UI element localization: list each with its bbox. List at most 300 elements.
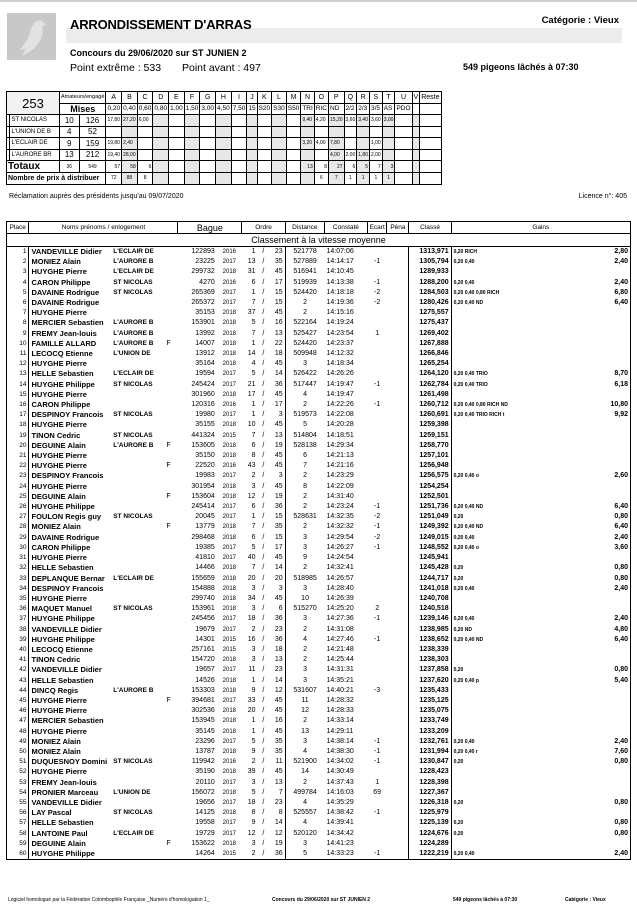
- cell-name: DEPLANQUE Bernar: [31, 573, 105, 583]
- cell-name: HUYGHE Pierre: [31, 420, 87, 430]
- cell-year: 2018: [222, 391, 237, 398]
- cell-place: 45: [7, 696, 29, 706]
- cell-bague: 153303: [191, 686, 215, 694]
- cell-classe: 1228,398: [409, 778, 451, 788]
- cell-o2: 45: [269, 359, 285, 369]
- club-row: [7, 149, 442, 161]
- section-title: Classement à la vitesse moyenne: [7, 234, 631, 247]
- cell-classe: 1228,423: [409, 767, 451, 777]
- cell-club: [111, 594, 164, 604]
- cell-ecart: -1: [374, 503, 381, 511]
- cell-bague: 245456: [191, 615, 215, 623]
- club-stake-value: [286, 149, 301, 161]
- club-stake-value: [137, 138, 153, 150]
- club-stake-value: 3,00: [382, 115, 395, 127]
- stake-value: TRI: [301, 103, 314, 115]
- cell-f: [164, 308, 177, 318]
- cell-club: ST NICOLAS: [113, 411, 153, 419]
- cell-sl: /: [262, 452, 265, 460]
- cell-place: 16: [7, 400, 29, 410]
- cell-year: 2018: [222, 361, 237, 368]
- cell-distance: 6: [303, 452, 308, 460]
- cell-ecart: -2: [374, 288, 381, 296]
- table-row: [7, 788, 631, 798]
- cell-bague: 122893: [191, 248, 215, 255]
- cell-o2: 11: [269, 757, 285, 767]
- club-stake-value: 2,00: [369, 149, 382, 161]
- mises-label: Mises: [60, 103, 106, 115]
- cell-sl: /: [262, 686, 265, 694]
- cell-bague: 298468: [191, 533, 215, 541]
- cell-ecart: -1: [374, 635, 381, 643]
- totaux-value: 8: [314, 161, 328, 173]
- cell-place: 36: [7, 604, 29, 614]
- table-row: [7, 757, 631, 767]
- stake-value: ND: [329, 103, 345, 115]
- cell-f: [164, 574, 177, 584]
- club-amateurs: 4: [60, 126, 80, 138]
- cell-gains_list: [451, 686, 597, 696]
- cell-name: HELLE Sebastien: [31, 675, 94, 685]
- cell-o2: 7: [269, 788, 285, 798]
- cell-name: DUQUESNOY Domini: [31, 757, 108, 767]
- cell-year: 2018: [222, 718, 237, 725]
- nombre-prix-value: [301, 173, 314, 185]
- cell-place: 5: [7, 288, 29, 298]
- cell-pe: [387, 298, 409, 308]
- totaux-value: 58: [122, 161, 138, 173]
- cell-gains: 7,60: [597, 747, 631, 757]
- cell-classe: 1233,749: [409, 716, 451, 726]
- club-stake-value: [314, 149, 328, 161]
- cell-constate: 14:29:54: [326, 533, 354, 541]
- cell-gains_list: [451, 451, 597, 461]
- cell-distance: 526422: [293, 370, 317, 378]
- cell-pe: [387, 818, 409, 828]
- cell-o2: 45: [269, 308, 285, 318]
- cell-name: MONIEZ Alain: [31, 522, 81, 532]
- table-row: [7, 798, 631, 808]
- cell-pe: [387, 747, 409, 757]
- cell-distance: 528631: [293, 513, 317, 521]
- cell-sl: /: [262, 390, 265, 398]
- cell-o1: 1: [251, 727, 256, 735]
- cell-year: 2017: [222, 514, 237, 521]
- cell-f: [164, 563, 177, 573]
- club-stake-value: [344, 126, 357, 138]
- cell-pe: [387, 533, 409, 543]
- club-stake-value: [153, 126, 169, 138]
- table-row: [7, 390, 631, 400]
- category-label: Catégorie : Vieux: [541, 15, 619, 26]
- cell-sl: /: [262, 492, 265, 500]
- club-stake-value: 1,80: [357, 149, 370, 161]
- cell-o2: 36: [269, 849, 285, 860]
- cell-pe: [387, 757, 409, 767]
- cell-sl: /: [262, 778, 265, 786]
- club-stake-value: [184, 138, 200, 150]
- cell-o2: 45: [269, 553, 285, 563]
- cell-classe: 1224,289: [409, 839, 451, 849]
- cell-o2: 17: [269, 400, 285, 410]
- cell-pe: [387, 706, 409, 716]
- club-stake-value: [272, 138, 287, 150]
- totaux-value: [286, 161, 301, 173]
- cell-f: [164, 604, 177, 614]
- cell-gains: [597, 604, 631, 614]
- cell-gains_list: [451, 390, 597, 400]
- cell-bague: 156072: [191, 788, 215, 796]
- cell-bague: 265372: [191, 299, 215, 307]
- cell-ecart: [367, 492, 387, 502]
- cell-ecart: -2: [374, 513, 381, 521]
- cell-o1: 1: [251, 401, 256, 409]
- cell-sl: /: [262, 482, 265, 490]
- cell-o1: 9: [251, 747, 256, 755]
- table-row: [7, 451, 631, 461]
- nombre-prix-value: 6: [314, 173, 328, 185]
- cell-classe: 1288,200: [409, 278, 451, 288]
- cell-constate: 14:21:16: [326, 462, 354, 470]
- cell-constate: 14:14:17: [326, 258, 354, 266]
- cell-sl: /: [262, 472, 265, 480]
- stake-value: 0,20: [106, 103, 122, 115]
- cell-name: VANDEVILLE Didier: [31, 624, 102, 634]
- stake-value: 15: [247, 103, 257, 115]
- cell-year: 2018: [222, 585, 237, 592]
- cell-bague: 41810: [195, 554, 215, 562]
- cell-distance: 519939: [293, 278, 317, 286]
- cell-distance: 2: [303, 492, 308, 500]
- cell-sl: /: [262, 350, 265, 358]
- cell-constate: 14:25:20: [326, 605, 354, 613]
- cell-o2: 3: [269, 410, 285, 420]
- cell-place: 27: [7, 512, 29, 522]
- cell-bague: 120316: [191, 401, 215, 409]
- cell-distance: 525427: [293, 329, 317, 337]
- cell-name: FOULON Regis guy: [31, 512, 102, 522]
- cell-sl: /: [262, 574, 265, 582]
- table-row: [7, 778, 631, 788]
- club-stake-value: [329, 126, 345, 138]
- cell-gains_list: 0,20: [453, 759, 464, 766]
- cell-gains: 5,40: [597, 676, 631, 686]
- cell-gains: [597, 329, 631, 339]
- cell-classe: 1245,941: [409, 553, 451, 563]
- cell-ecart: -1: [374, 615, 381, 623]
- cell-distance: 5: [303, 421, 308, 429]
- cell-name: DAVAINE Rodrigue: [31, 287, 100, 297]
- club-stake-value: 3,60: [369, 115, 382, 127]
- cell-o2: 13: [269, 778, 285, 788]
- table-row: [7, 482, 631, 492]
- cell-ecart: -3: [374, 686, 381, 694]
- cell-name: LECOCQ Etienne: [31, 644, 93, 654]
- cell-club: [111, 849, 164, 860]
- cell-sl: /: [262, 360, 265, 368]
- cell-bague: 19729: [195, 829, 215, 837]
- cell-o2: 18: [269, 349, 285, 359]
- cell-sl: /: [262, 737, 265, 745]
- cell-classe: 1235,433: [409, 686, 451, 696]
- cell-year: 2018: [222, 840, 237, 847]
- column-letter: A: [106, 92, 122, 104]
- totaux-value: 5: [357, 161, 370, 173]
- cell-o1: 31: [247, 268, 256, 276]
- cell-o1: 9: [251, 819, 256, 827]
- cell-pe: [387, 512, 409, 522]
- cell-place: 50: [7, 747, 29, 757]
- cell-distance: 524420: [293, 288, 317, 296]
- cell-year: 2015: [222, 646, 237, 653]
- club-stake-value: [169, 138, 185, 150]
- club-stake-value: [412, 138, 420, 150]
- cell-o1: 5: [251, 370, 256, 378]
- cell-gains: [597, 594, 631, 604]
- cell-club: [111, 614, 164, 624]
- club-stake-value: 19,40: [106, 149, 122, 161]
- cell-f: [164, 645, 177, 655]
- nombre-prix-value: [272, 173, 287, 185]
- stake-value: 1,50: [184, 103, 200, 115]
- club-stake-value: [420, 138, 441, 150]
- cell-sl: /: [262, 441, 265, 449]
- club-stake-value: [184, 149, 200, 161]
- stake-value: AS: [382, 103, 395, 115]
- cell-o2: 35: [269, 522, 285, 532]
- cell-f: [164, 676, 177, 686]
- cell-o1: 2: [251, 758, 256, 766]
- cell-o2: 36: [269, 502, 285, 512]
- cell-o1: 13: [247, 258, 256, 266]
- cell-place: 43: [7, 676, 29, 686]
- cell-o1: 8: [251, 452, 256, 460]
- cell-f: [164, 808, 177, 818]
- cell-sl: /: [262, 523, 265, 531]
- cell-bague: 20045: [195, 513, 215, 521]
- cell-f: [164, 757, 177, 767]
- stake-value: 7,50: [231, 103, 247, 115]
- cell-constate: 14:37:43: [326, 778, 354, 786]
- club-stake-value: [231, 126, 247, 138]
- cell-year: 2018: [222, 606, 237, 613]
- cell-classe: 1260,712: [409, 400, 451, 410]
- cell-gains: 6,18: [597, 380, 631, 390]
- totaux-value: 6: [137, 161, 153, 173]
- cell-club: L'ECLAIR DE: [113, 268, 154, 276]
- cell-o2: 15: [269, 512, 285, 522]
- cell-classe: 1261,498: [409, 390, 451, 400]
- cell-gains: [597, 686, 631, 696]
- cell-classe: 1225,139: [409, 818, 451, 828]
- cell-ecart: [367, 829, 387, 839]
- cell-classe: 1235,075: [409, 706, 451, 716]
- cell-classe: 1289,933: [409, 267, 451, 277]
- cell-year: 2016: [222, 463, 237, 470]
- cell-o2: 23: [269, 665, 285, 675]
- cell-distance: 4: [303, 798, 308, 806]
- cell-gains_list: 0,20 0,40 0,80 RICH ND: [453, 402, 508, 409]
- cell-name: TINON Cedric: [31, 655, 81, 665]
- cell-sl: /: [262, 839, 265, 847]
- cell-gains_list: 0,20: [453, 830, 464, 837]
- club-amateurs: 13: [60, 149, 80, 161]
- cell-constate: 14:22:08: [326, 411, 354, 419]
- cell-constate: 14:23:29: [326, 472, 354, 480]
- cell-name: HUYGHE Philippe: [31, 614, 95, 624]
- cell-f: [164, 410, 177, 420]
- cell-gains: [597, 349, 631, 359]
- cell-gains: [597, 267, 631, 277]
- cell-ecart: [367, 359, 387, 369]
- cell-bague: 35150: [195, 452, 215, 460]
- totaux-value: [184, 161, 200, 173]
- cell-club: [111, 778, 164, 788]
- table-row: [7, 747, 631, 757]
- cell-gains: 2,80: [597, 247, 631, 258]
- cell-name: LAY Pascal: [31, 808, 72, 818]
- table-row: [7, 441, 631, 451]
- cell-constate: 14:31:40: [326, 492, 354, 500]
- column-letter: G: [200, 92, 216, 104]
- cell-sl: /: [262, 829, 265, 837]
- cell-year: 2017: [222, 544, 237, 551]
- cell-o2: 45: [269, 727, 285, 737]
- cell-classe: 1231,994: [409, 747, 451, 757]
- cell-f: [164, 818, 177, 828]
- cell-o1: 7: [251, 431, 256, 439]
- cell-f: [164, 420, 177, 430]
- cell-o2: 45: [269, 390, 285, 400]
- cell-year: 2018: [222, 269, 237, 276]
- cell-classe: 1280,426: [409, 298, 451, 308]
- cell-name: TINON Cedric: [31, 430, 81, 440]
- cell-o1: 2: [251, 625, 256, 633]
- cell-o1: 14: [247, 350, 256, 358]
- nombre-prix-value: 88: [122, 173, 138, 185]
- cell-distance: 3: [303, 533, 308, 541]
- nombre-prix-value: [169, 173, 185, 185]
- cell-club: [111, 706, 164, 716]
- cell-bague: 35164: [195, 360, 215, 368]
- cell-f: [164, 400, 177, 410]
- cell-place: 42: [7, 665, 29, 675]
- cell-o1: 17: [247, 390, 256, 398]
- cell-constate: 14:07:06: [326, 248, 354, 255]
- cell-constate: 14:24:54: [326, 554, 354, 562]
- cell-name: VANDEVILLE Didier: [31, 665, 102, 675]
- cell-gains: [597, 482, 631, 492]
- column-letter: O: [314, 92, 328, 104]
- cell-distance: 499784: [293, 788, 317, 796]
- cell-constate: 14:26:57: [326, 574, 354, 582]
- cell-f: [164, 471, 177, 481]
- cell-ecart: [367, 727, 387, 737]
- cell-name: HUYGHE Pierre: [31, 308, 87, 318]
- cell-o2: 15: [269, 288, 285, 298]
- cell-pe: [387, 441, 409, 451]
- col-noms: Noms prénoms / enlogement: [29, 222, 178, 234]
- cell-f: [164, 706, 177, 716]
- club-stake-value: [169, 115, 185, 127]
- cell-club: [111, 553, 164, 563]
- stake-value: 1,00: [169, 103, 185, 115]
- club-stake-value: [153, 138, 169, 150]
- cell-place: 24: [7, 482, 29, 492]
- cell-f: [164, 625, 177, 635]
- cell-club: L'ECLAIR DE: [113, 829, 154, 837]
- cell-pe: [387, 625, 409, 635]
- cell-name: LANTOINE Paul: [31, 828, 88, 838]
- cell-year: 2018: [222, 534, 237, 541]
- cell-bague: 35190: [195, 768, 215, 776]
- cell-o2: 45: [269, 482, 285, 492]
- cell-gains_list: [451, 655, 597, 665]
- cell-distance: 13: [301, 727, 309, 735]
- cell-distance: 2: [303, 717, 308, 725]
- cell-name: DEGUINE Alain: [31, 838, 86, 848]
- cell-gains_list: 0,20 0,40 TRIO RICH t: [453, 412, 505, 419]
- nombre-prix-value: 1: [382, 173, 395, 185]
- cell-f: [164, 431, 177, 441]
- cell-gains: [597, 318, 631, 328]
- cell-club: [111, 645, 164, 655]
- club-name: L'ECLAIR DE: [10, 138, 60, 150]
- cell-sl: /: [262, 288, 265, 296]
- cell-constate: 14:22:26: [326, 401, 354, 409]
- club-stake-value: [216, 149, 232, 161]
- cell-gains: [597, 339, 631, 349]
- cell-constate: 14:26:39: [326, 594, 354, 602]
- cell-classe: 1262,784: [409, 380, 451, 390]
- club-stake-value: [169, 126, 185, 138]
- cell-bague: 154720: [191, 656, 215, 664]
- cell-place: 33: [7, 574, 29, 584]
- cell-distance: 514804: [293, 431, 317, 439]
- club-stake-value: [286, 138, 301, 150]
- cell-pe: [387, 635, 409, 645]
- table-row: [7, 553, 631, 563]
- cell-sl: /: [262, 717, 265, 725]
- cell-o2: 36: [269, 614, 285, 624]
- cell-classe: 1225,979: [409, 808, 451, 818]
- cell-bague: 23225: [195, 258, 215, 266]
- cell-gains_list: 0,20 0,40 o: [453, 544, 479, 551]
- cell-distance: 517447: [293, 380, 317, 388]
- cell-place: 60: [7, 849, 29, 860]
- cell-gains_list: [451, 267, 597, 277]
- stake-value: 2/2: [344, 103, 357, 115]
- table-row: [7, 716, 631, 726]
- cell-club: [111, 308, 164, 318]
- cell-classe: 1275,437: [409, 318, 451, 328]
- cell-bague: 154888: [191, 584, 215, 592]
- cell-classe: 1284,503: [409, 288, 451, 298]
- club-stake-value: [301, 149, 314, 161]
- cell-year: 2018: [222, 453, 237, 460]
- cell-o1: 33: [247, 696, 256, 704]
- cell-name: HUYGHE Pierre: [31, 481, 87, 491]
- cell-pe: [387, 553, 409, 563]
- cell-classe: 1267,888: [409, 339, 451, 349]
- cell-o1: 5: [251, 319, 256, 327]
- col-ordre: Ordre: [242, 222, 285, 234]
- club-stake-value: [395, 138, 412, 150]
- cell-gains: 0,80: [597, 757, 631, 767]
- cell-pe: [387, 410, 409, 420]
- cell-year: 2018: [222, 748, 237, 755]
- nombre-prix-value: 1: [344, 173, 357, 185]
